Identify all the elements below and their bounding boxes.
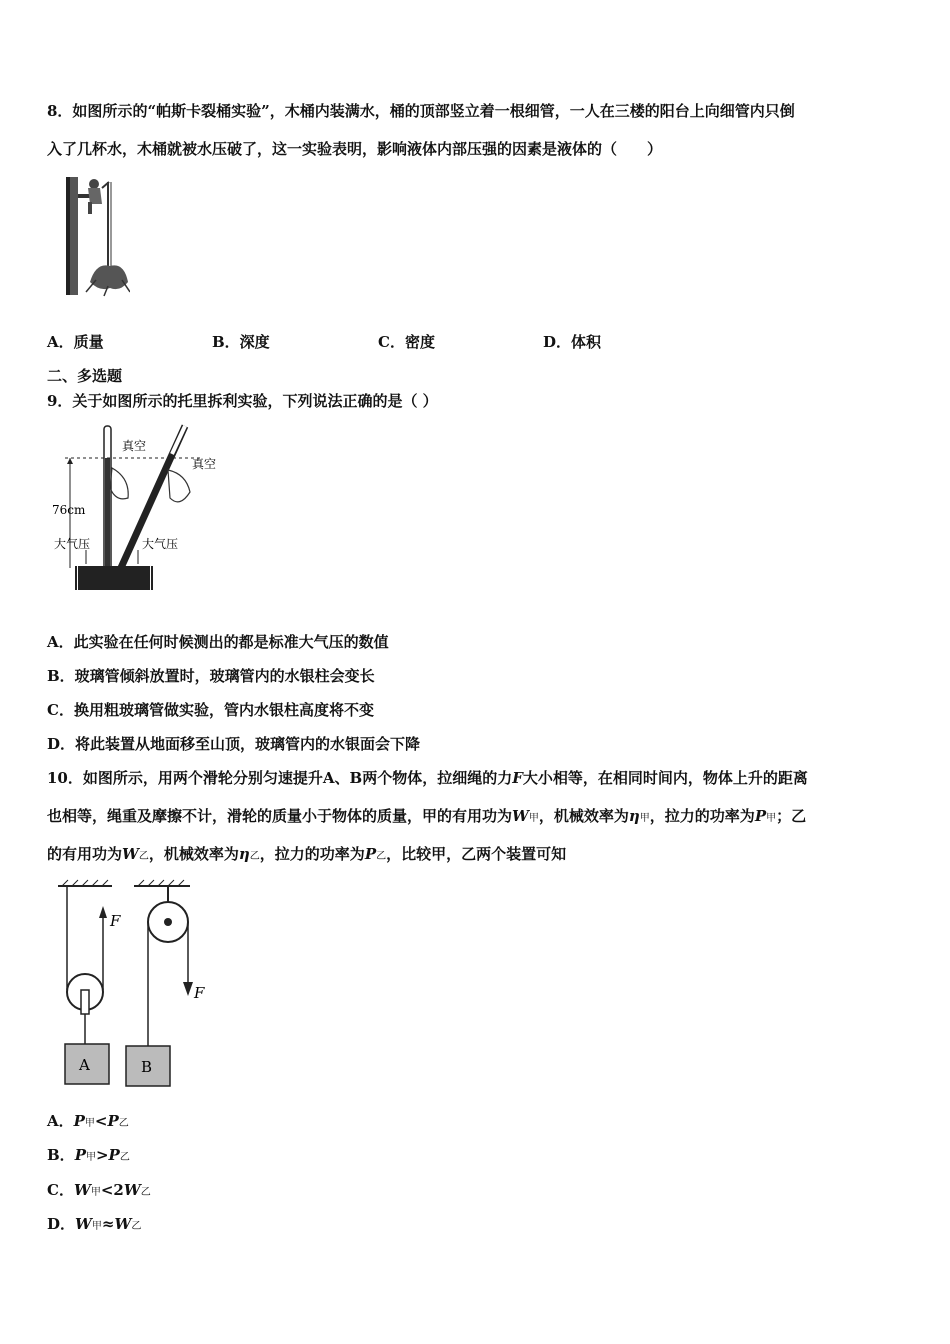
vacuum-label-2: 真空 [192,457,217,471]
q8-option-a: A．质量 [47,333,104,351]
q9-option-d: D．将此装置从地面移至山顶，玻璃管内的水银面会下降 [47,735,421,753]
q10-option-d: D．W甲≈W乙 [47,1215,142,1233]
atm-label-2: 大气压 [142,537,179,551]
q10-stem-line2: 也相等，绳重及摩擦不计，滑轮的质量小于物体的质量，甲的有用功为W甲，机械效率为η甲，拉力的功率为P甲；乙 [47,807,807,825]
q10-option-c: C．W甲<2W乙 [47,1181,151,1199]
q8-stem-line1: 8．如图所示的“帕斯卡裂桶实验”，木桶内装满水，桶的顶部竖立着一根细管，一人在三楼的阳台上向细管内只倒 [47,102,795,120]
block-a-label: A [79,1056,90,1074]
pascal-barrel-figure [60,172,130,300]
vacuum-label-1: 真空 [122,439,147,453]
q10-stem-line1: 10．如图所示，用两个滑轮分别匀速提升A、B两个物体，拉细绳的力F大小相等，在相同时间内，物体上升的距离 [47,769,808,787]
height-label: 76cm [52,503,86,517]
q10-option-b: B．P甲>P乙 [47,1146,130,1164]
q8-option-b: B．深度 [212,333,270,351]
torricelli-figure [50,418,240,598]
q10-option-a: A．P甲<P乙 [47,1112,129,1130]
q8-stem-line2: 入了几杯水，木桶就被水压破了，这一实验表明，影响液体内部压强的因素是液体的（ ） [47,140,663,158]
q9-option-a: A．此实验在任何时候测出的都是标准大气压的数值 [47,633,389,651]
force-label-b: F [194,984,205,1002]
block-b-label: B [141,1058,153,1076]
q9-option-b: B．玻璃管倾斜放置时，玻璃管内的水银柱会变长 [47,667,375,685]
q9-option-c: C．换用粗玻璃管做实验，管内水银柱高度将不变 [47,701,374,719]
q9-stem: 9．关于如图所示的托里拆利实验，下列说法正确的是（ ） [47,392,438,410]
q8-option-d: D．体积 [543,333,602,351]
section-heading: 二、多选题 [47,367,123,385]
atm-label-1: 大气压 [54,537,91,551]
force-label-a: F [110,912,121,930]
q10-stem-line3: 的有用功为W乙，机械效率为η乙，拉力的功率为P乙，比较甲，乙两个装置可知 [47,845,567,863]
q8-option-c: C．密度 [378,333,435,351]
pulley-figure [50,878,220,1093]
